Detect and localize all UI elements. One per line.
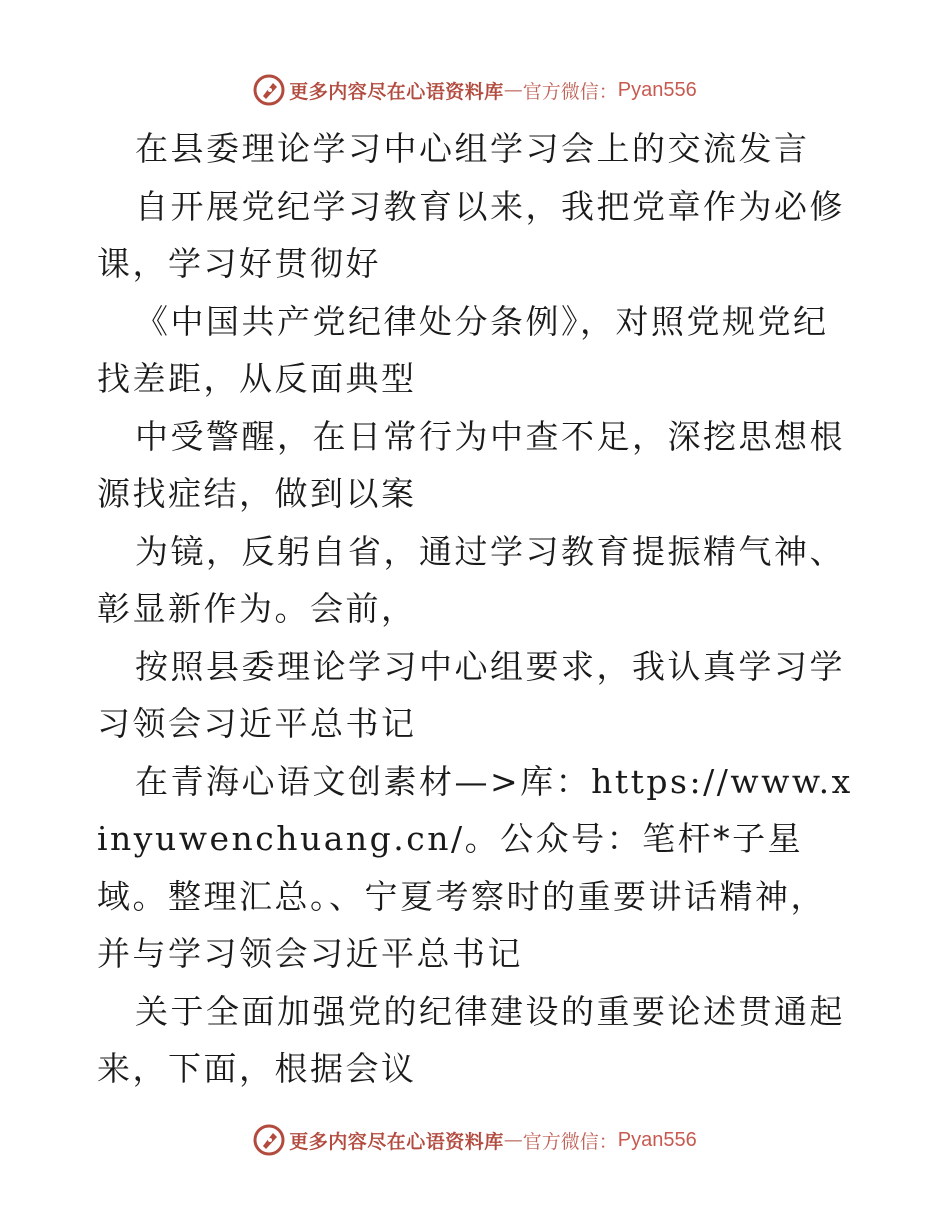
watermark-wechat-id: Pyan556	[617, 1128, 697, 1151]
document-title: 在县委理论学习中心组学习会上的交流发言	[135, 129, 810, 168]
watermark-wechat-id: Pyan556	[617, 78, 697, 101]
paragraph: 中受警醒，在日常行为中查不足，深挖思想根源找症结，做到以案	[97, 416, 845, 513]
pen-nib-logo-icon	[253, 1124, 285, 1156]
paragraph: 按照县委理论学习中心组要求，我认真学习学习领会习近平总书记	[97, 646, 845, 743]
paragraph: 在青海心语文创素材—>库：https://www.xinyuwenchuang.cn/。公众号：笔杆*子星域。整理汇总。、宁夏考察时的重要讲话精神，并与学习领会习近平总书记	[97, 761, 853, 973]
paragraph: 《中国共产党纪律处分条例》，对照党规党纪找差距，从反面典型	[97, 301, 829, 398]
footer-watermark	[0, 1120, 950, 1160]
watermark-separator: —	[503, 1129, 523, 1151]
paragraph: 为镜，反躬自省，通过学习教育提振精气神、彰显新作为。会前，	[97, 531, 845, 628]
pen-nib-logo-icon	[253, 74, 285, 106]
header-watermark	[0, 70, 950, 110]
watermark-wechat-label: 官方微信：	[522, 80, 618, 103]
watermark-brand: 更多内容尽在心语资料库	[289, 1130, 504, 1153]
paragraph: 自开展党纪学习教育以来，我把党章作为必修课，学习好贯彻好	[97, 186, 845, 283]
watermark-brand: 更多内容尽在心语资料库	[289, 80, 504, 103]
paragraph: 关于全面加强党的纪律建设的重要论述贯通起来，下面，根据会议	[97, 991, 845, 1088]
watermark-wechat-label: 官方微信：	[522, 1130, 618, 1153]
document-body	[97, 120, 857, 1098]
watermark-separator: —	[503, 79, 523, 101]
